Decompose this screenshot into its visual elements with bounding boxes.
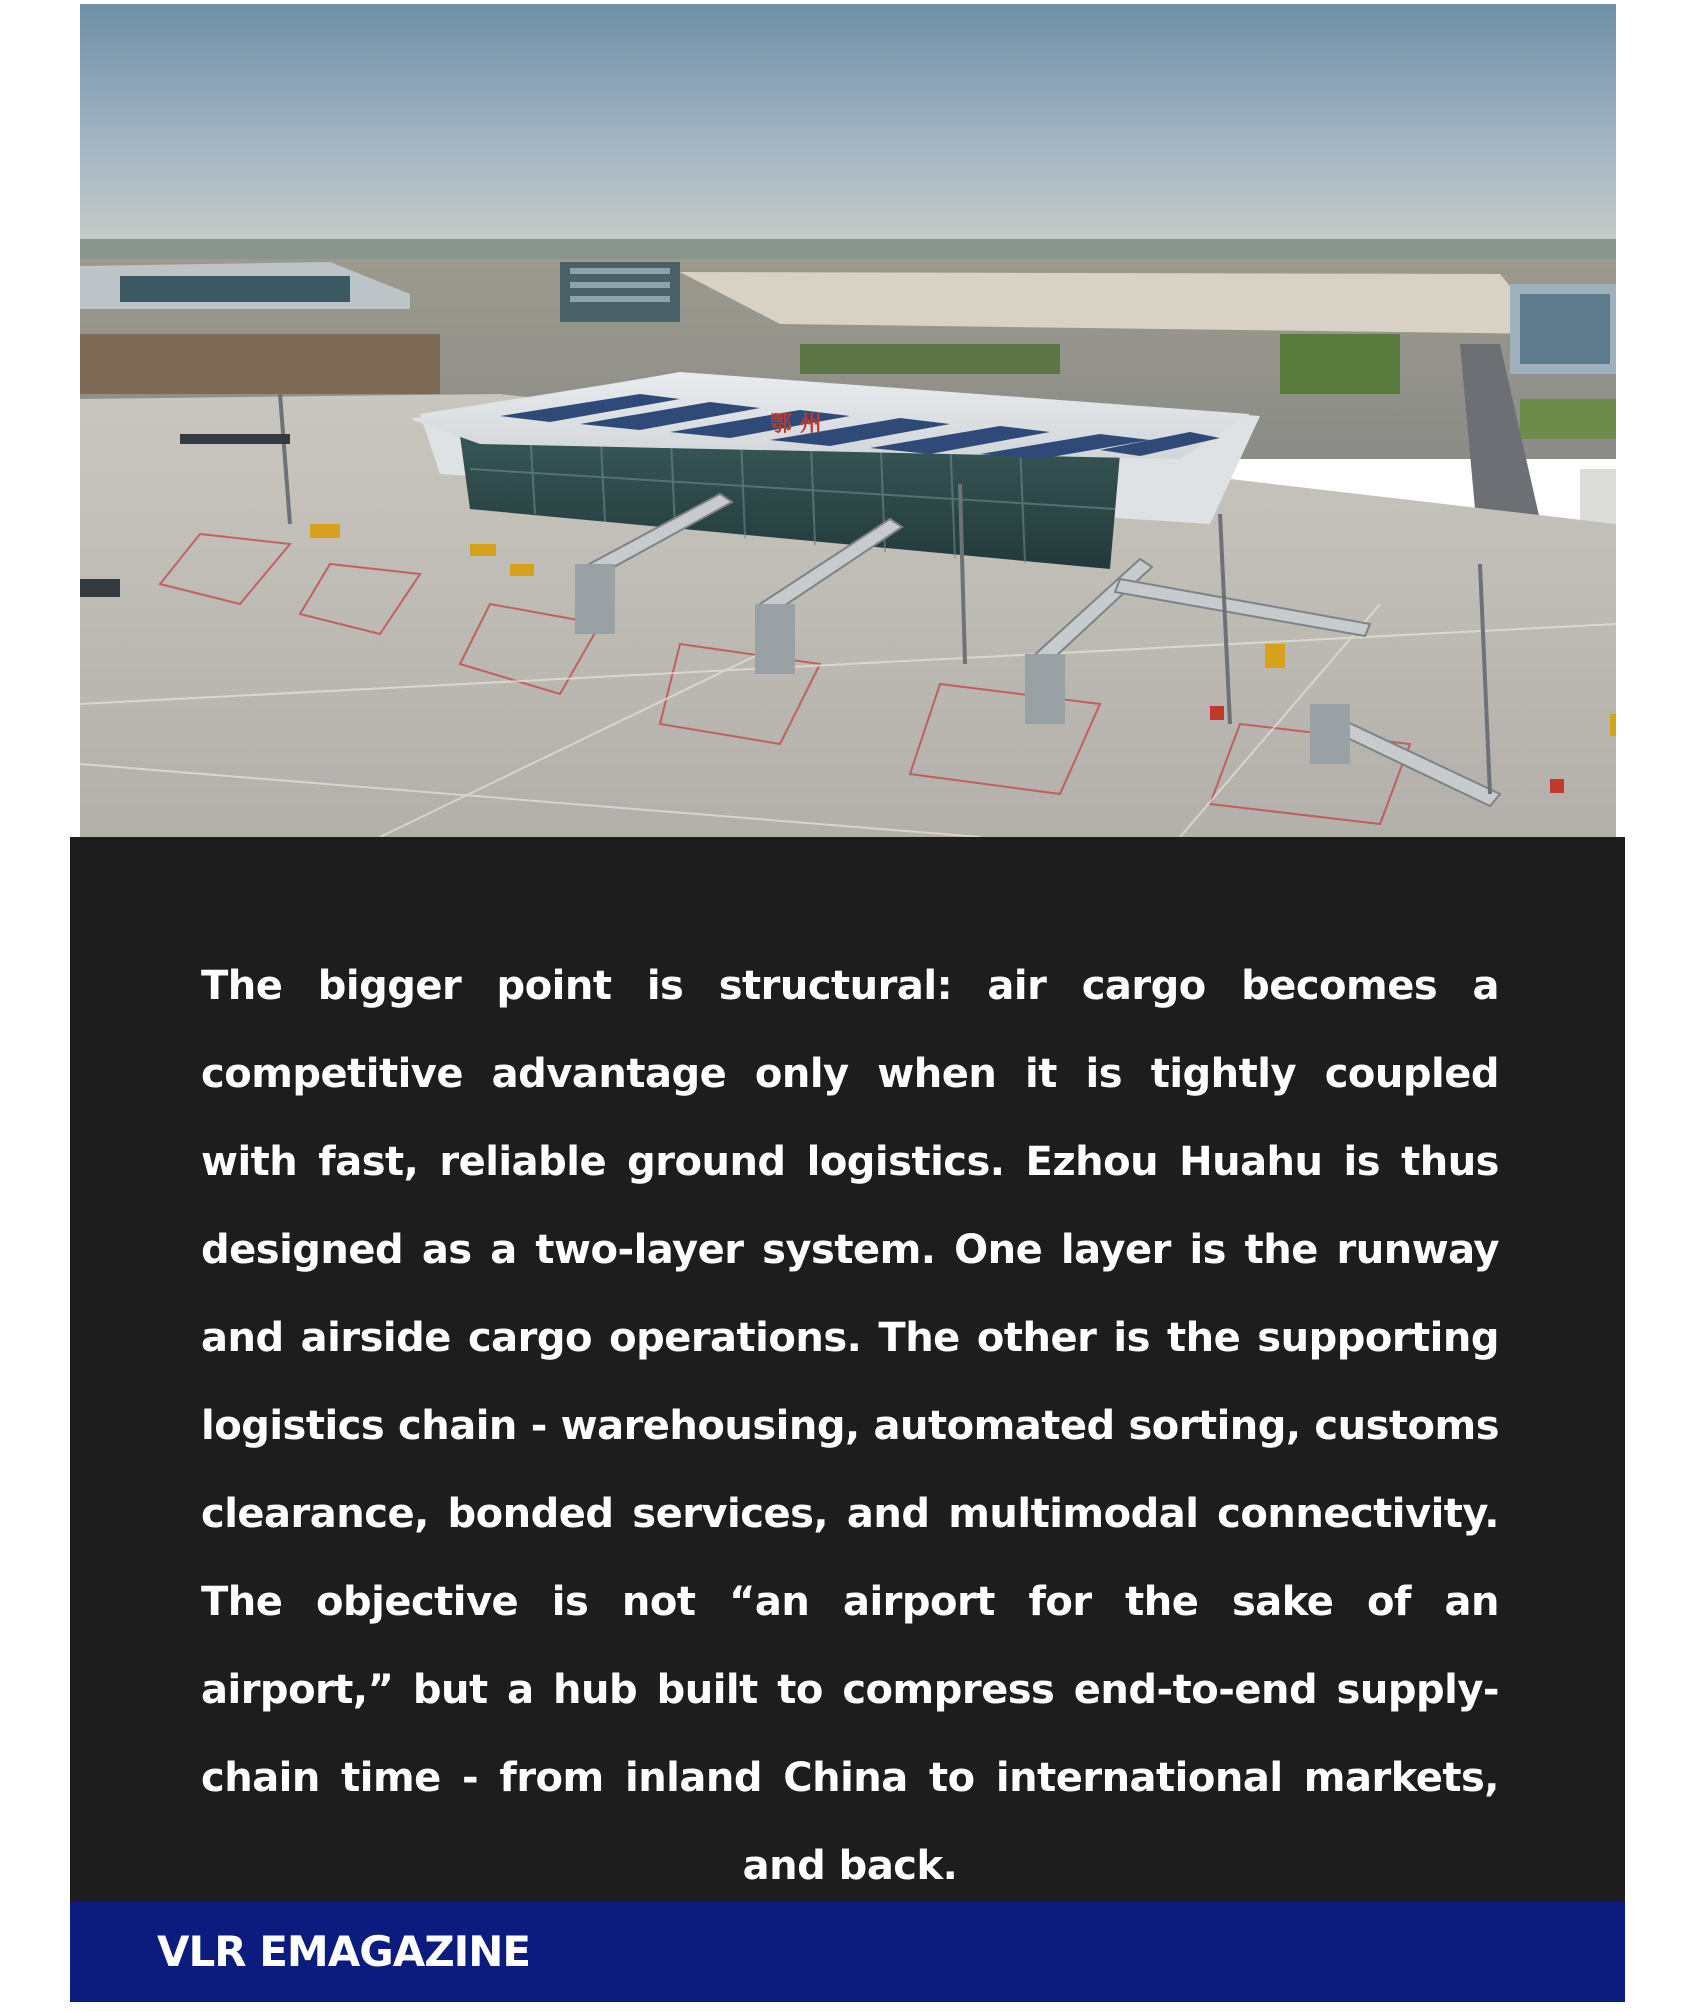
footer-publication-name: VLR EMAGAZINE <box>157 1927 531 1976</box>
roof-lettering: 鄂 州 <box>770 412 822 437</box>
airport-terminal-photo <box>80 4 1616 837</box>
footer-bar <box>70 1902 1625 2002</box>
article-paragraph: The bigger point is structural: air cargo becomes a competitive advantage only when it is tightly coupled with fast, reliable ground logistics. Ezhou Huahu is thus designed as a two-layer system. One layer is the runway and airside cargo operations. The other is the supporting logistics chain - warehousing, automated sorting, customs clearance, bonded services, and multimodal connectivity. The objective is not “an airport for the sake of an airport,” but a hub built to compress end-to-end supply-chain time - from inland China to international markets, and back. <box>201 963 1499 1889</box>
